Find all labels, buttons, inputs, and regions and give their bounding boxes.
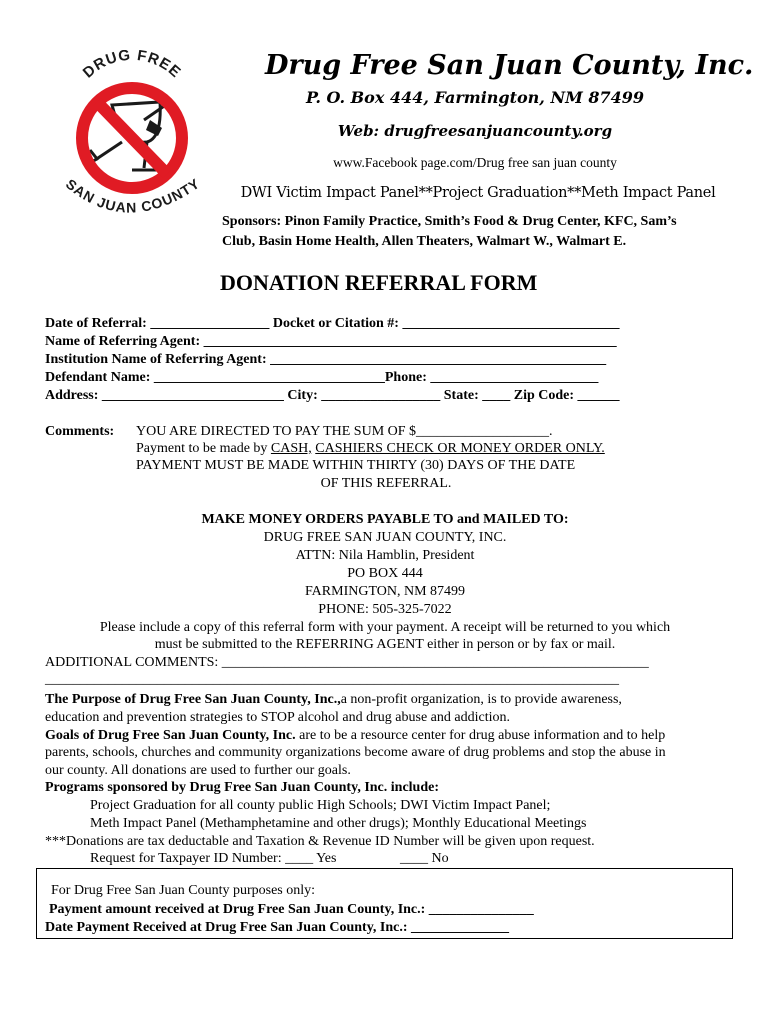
goals-bold: Goals of Drug Free San Juan County, Inc. bbox=[45, 728, 296, 743]
payment-method-rest: CASHIERS CHECK OR MONEY ORDER ONLY. bbox=[315, 441, 605, 456]
mailing-line: DRUG FREE SAN JUAN COUNTY, INC. bbox=[263, 530, 507, 545]
payment-method-prefix: Payment to be made by bbox=[136, 441, 271, 456]
purpose-bold: The Purpose of Drug Free San Juan County, Inc., bbox=[45, 692, 341, 707]
comments-label: Comments: bbox=[45, 424, 115, 439]
payment-method-cash: CASH, bbox=[270, 441, 312, 456]
form-title: DONATION REFERRAL FORM bbox=[220, 270, 538, 295]
purpose-line-2: education and prevention strategies to STOP alcohol and drug abuse and addiction. bbox=[45, 710, 510, 725]
programs-line: DWI Victim Impact Panel**Project Graduation**Meth Impact Panel bbox=[240, 185, 716, 201]
sponsors-line-2: Club, Basin Home Health, Allen Theaters, Walmart W., Walmart E. bbox=[222, 234, 627, 249]
purpose-line-1 bbox=[45, 692, 622, 708]
comments-payment-method bbox=[136, 441, 605, 457]
mailing-note: must be submitted to the REFERRING AGENT either in person or by fax or mail. bbox=[154, 637, 616, 652]
logo-bottom-text: SAN JUAN COUNTY bbox=[62, 174, 203, 216]
sponsors-line-1: Sponsors: Pinon Family Practice, Smith’s Food & Drug Center, KFC, Sam’s bbox=[222, 214, 677, 229]
comments-amount: YOU ARE DIRECTED TO PAY THE SUM OF $___________________. bbox=[136, 424, 553, 439]
tax-note: ***Donations are tax deductable and Taxation & Revenue ID Number will be given upon request. bbox=[45, 834, 595, 849]
additional-comments-line: __________________________________________________________________________________ bbox=[45, 672, 619, 687]
program-line: Project Graduation for all county public High Schools; DWI Victim Impact Panel; bbox=[90, 798, 551, 813]
mailing-line: PO BOX 444 bbox=[347, 566, 423, 581]
goals-line-3: our county. All donations are used to further our goals. bbox=[45, 763, 351, 778]
org-facebook: www.Facebook page.com/Drug free san juan county bbox=[333, 155, 617, 170]
mailing-note: Please include a copy of this referral form with your payment. A receipt will be returned to you which bbox=[99, 620, 671, 635]
mailing-line: PHONE: 505-325-7022 bbox=[318, 602, 452, 617]
field-date-docket: Date of Referral: _________________ Docket or Citation #: _______________________________ bbox=[45, 316, 620, 331]
purpose-text: a non-profit organization, is to provide awareness, bbox=[340, 692, 622, 707]
goals-text: are to be a resource center for drug abuse information and to help bbox=[295, 728, 666, 743]
logo bbox=[52, 50, 212, 230]
taxpayer-request-yes: Request for Taxpayer ID Number: ____ Yes bbox=[90, 851, 337, 866]
comments-deadline: PAYMENT MUST BE MADE WITHIN THIRTY (30) DAYS OF THE DATE bbox=[136, 458, 576, 473]
no-drugs-icon bbox=[52, 50, 212, 230]
mailing-line: FARMINGTON, NM 87499 bbox=[304, 584, 466, 599]
svg-text:SAN JUAN COUNTY bbox=[63, 175, 203, 216]
logo-top-text: DRUG FREE bbox=[79, 50, 185, 82]
org-name: Drug Free San Juan County, Inc. bbox=[265, 50, 754, 81]
mailing-heading: MAKE MONEY ORDERS PAYABLE TO and MAILED TO: bbox=[201, 512, 569, 527]
comments-deadline-2: OF THIS REFERRAL. bbox=[320, 476, 452, 491]
office-use-label: For Drug Free San Juan County purposes only: bbox=[51, 883, 316, 898]
programs-heading: Programs sponsored by Drug Free San Juan County, Inc. include: bbox=[45, 780, 439, 795]
field-address: Address: __________________________ City: _________________ State: ____ Zip Code: ______ bbox=[45, 388, 620, 403]
payment-received-field: Payment amount received at Drug Free San Juan County, Inc.: _______________ bbox=[49, 902, 534, 917]
additional-comments: ADDITIONAL COMMENTS: _____________________________________________________________ bbox=[45, 655, 649, 670]
svg-text:DRUG FREE bbox=[80, 50, 185, 82]
org-website: Web: drugfreesanjuancounty.org bbox=[337, 122, 613, 140]
field-defendant-phone: Defendant Name: _________________________________Phone: ________________________ bbox=[45, 370, 599, 385]
goals-line-2: parents, schools, churches and community organizations become aware of drug problems and stop the abuse in bbox=[45, 745, 666, 760]
taxpayer-request-no: ____ No bbox=[400, 851, 449, 866]
field-referring-agent: Name of Referring Agent: ___________________________________________________________ bbox=[45, 334, 617, 349]
field-institution: Institution Name of Referring Agent: ________________________________________________ bbox=[45, 352, 607, 367]
date-received-field: Date Payment Received at Drug Free San Juan County, Inc.: ______________ bbox=[45, 920, 510, 935]
office-use-box bbox=[36, 868, 733, 939]
program-line: Meth Impact Panel (Methamphetamine and other drugs); Monthly Educational Meetings bbox=[90, 816, 587, 831]
goals-line-1 bbox=[45, 728, 665, 744]
org-address: P. O. Box 444, Farmington, NM 87499 bbox=[305, 88, 645, 107]
mailing-line: ATTN: Nila Hamblin, President bbox=[295, 548, 475, 563]
